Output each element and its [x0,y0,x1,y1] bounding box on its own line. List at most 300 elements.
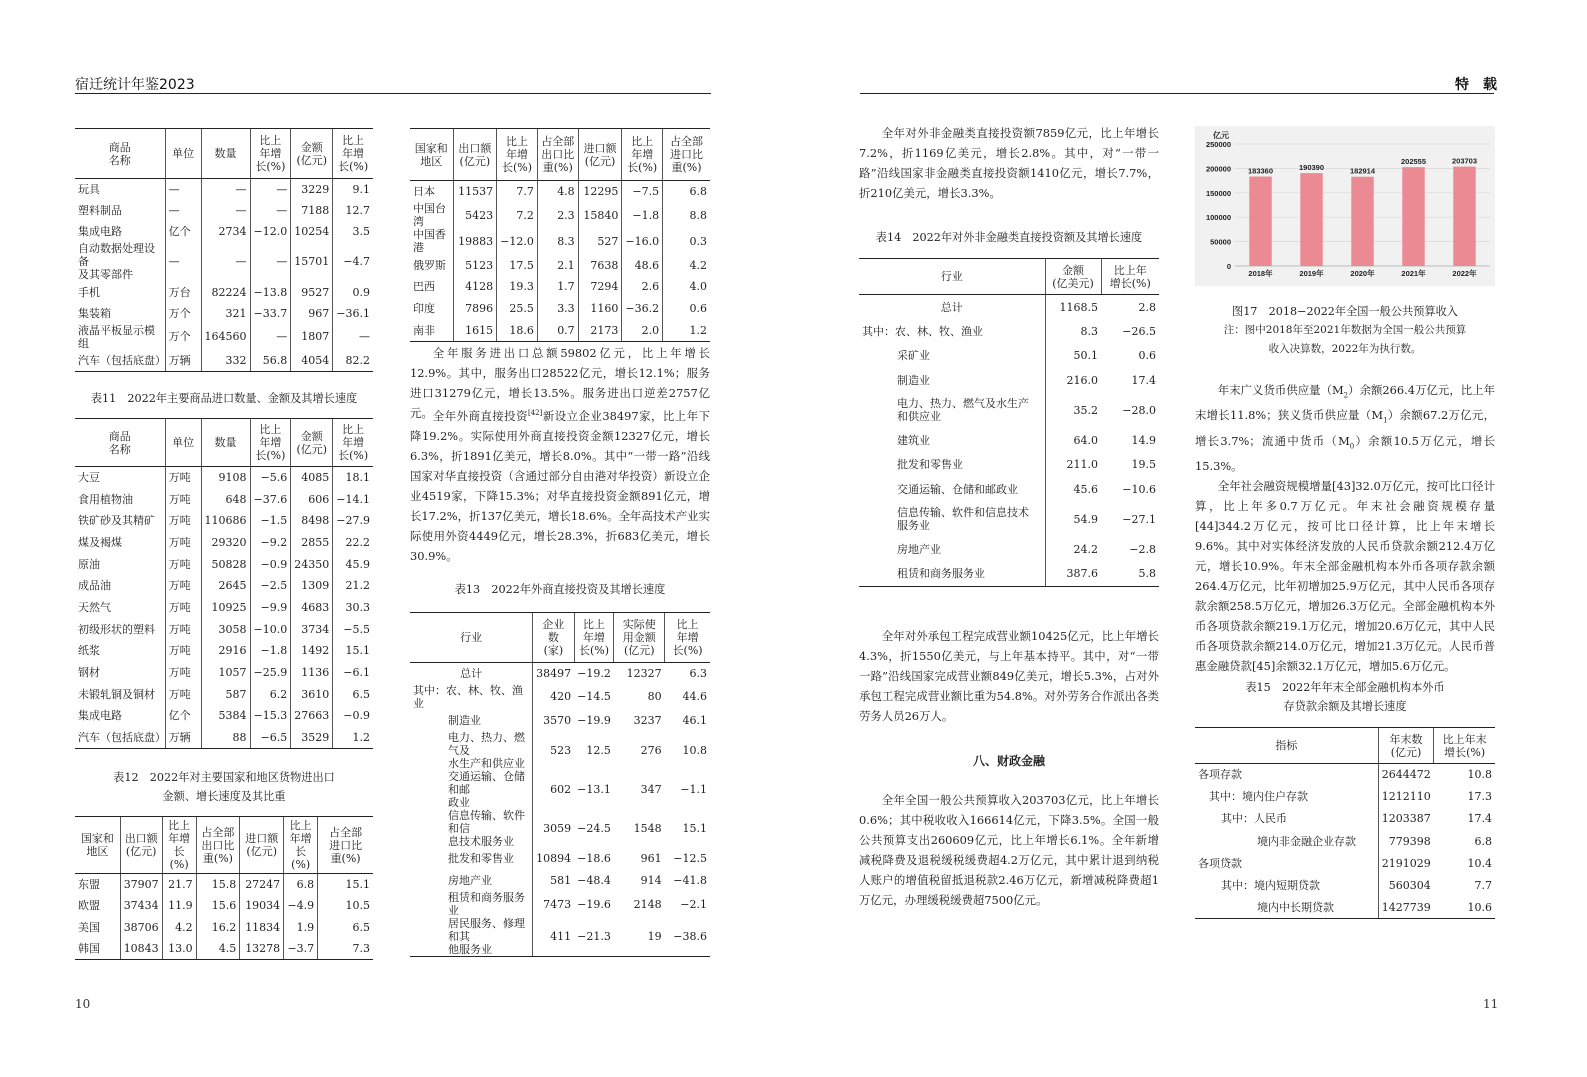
table-cell: 45.9 [333,553,373,575]
table-cell: 24350 [291,553,333,575]
table-cell: 3.3 [537,298,578,320]
table-cell: 万吨 [165,488,201,510]
table-cell: 4.2 [162,917,196,939]
table-cell: 万吨 [165,467,201,489]
table-cell: 1057 [201,662,250,684]
table-header-row [75,419,373,467]
table-cell: 523 [533,731,575,770]
column-header: 占全部 进口比 重(%) [318,817,373,874]
table-cell: −14.5 [577,690,611,704]
row-label: 信息传输、软件和信息技术 服务业 [897,506,1029,533]
table-cell: 16.2 [196,917,240,939]
odi-paragraph [859,123,1159,203]
column-header: 占全部 进口比 重(%) [663,129,710,181]
table-row [410,870,710,891]
table-cell: 0.7 [537,320,578,342]
row-label: 大豆 [78,471,100,485]
row-label: 中国香港 [413,228,446,255]
table-row [1195,852,1495,874]
table-cell: 15.1 [682,822,707,836]
table-cell: 17.3 [1467,790,1492,804]
table-cell: 3058 [201,618,250,640]
fiscal-paragraph [859,790,1159,910]
row-label: 电力、热力、燃气及 水生产和供应业 [448,731,525,771]
y-tick-label: 250000 [1205,140,1231,149]
row-label: 交通运输、仓储和邮政业 [897,482,1018,496]
table11 [75,418,373,749]
table-cell: 万台 [165,281,201,302]
table-cell: 亿个 [165,221,201,242]
table-cell: −2.8 [1129,542,1156,556]
row-label: 手机 [78,285,100,299]
table-cell: 11.9 [162,895,196,917]
left-page-number: 10 [75,997,91,1011]
table-cell: −10.6 [1122,482,1156,496]
chart-caption-block [1195,302,1495,359]
table-cell: — [165,242,201,281]
table-cell: 35.2 [1045,393,1101,429]
fdi-text-a: 全年外商直接投资 [432,408,528,423]
column-header: 比上 年增 长(%) [665,613,710,663]
table-cell: 1309 [291,575,333,597]
table-cell: 亿个 [165,705,201,727]
row-label: 汽车（包括底盘） [75,350,165,371]
table-cell: −33.7 [250,303,291,324]
table-row [75,895,373,917]
fdi-footnote-ref: [42] [527,409,543,417]
table-cell: 25.5 [497,298,538,320]
table-cell: 45.6 [1045,477,1101,502]
table-cell: 2148 [633,897,662,911]
table-cell: 7.2 [497,202,538,228]
column-header: 金额 (亿美元) [1045,259,1101,295]
table-cell: 12.7 [333,200,373,221]
table-row [859,502,1159,538]
column-header: 进口额 (亿元) [240,817,284,874]
row-label: 总计 [940,300,963,314]
column-header: 企业 数 (家) [533,613,575,663]
table-cell: 1807 [291,324,333,350]
table-cell: −7.5 [622,181,663,203]
row-label: 其中：境内短期贷款 [1221,879,1320,893]
table-cell: −2.5 [250,575,291,597]
table-cell: 1548 [633,822,662,836]
table-cell: 15.6 [196,895,240,917]
table-row [75,917,373,939]
table-cell: 9527 [291,281,333,302]
bar-value-label: 182914 [1349,166,1376,176]
table-cell: 7638 [578,254,622,276]
table-row [859,562,1159,587]
table-row [410,276,710,298]
table-cell: 1.2 [663,320,710,342]
table-cell: −6.1 [333,662,373,684]
table-row [1195,786,1495,808]
table-cell: −10.0 [250,618,291,640]
table-cell: 48.6 [622,254,663,276]
table-header-row [410,613,710,663]
row-label: 批发和零售业 [897,458,963,472]
table-header-row [410,129,710,181]
table14 [859,258,1159,587]
table-row [75,597,373,619]
column-header: 占全部 出口比 重(%) [537,129,578,181]
table-cell: 27247 [240,874,284,896]
table-cell: 15.1 [333,640,373,662]
table-cell: −1.1 [680,783,707,797]
row-label: 采矿业 [897,349,930,363]
money-text-1d: ）余额10.5万亿元，增长15.3%。 [1195,433,1495,473]
table-cell: 7896 [453,298,497,320]
table-row [1195,808,1495,830]
table-row [410,710,710,731]
table-cell: 2191029 [1378,852,1434,874]
row-label: 天然气 [78,600,111,614]
table-row [410,181,710,203]
fdi-text-b: 新设立企业38497家，比上年下降19.2%。实际使用外商直接投资金额12327亿元，增长6.3%，折1891亿美元，增长8.0%。其中“一带一路”沿线国家对华直接投资（含通过部分自由港对华投资）新设立企业4519家，下降15.3%；对华直接投资金额891亿元，增长17.2%，折137亿美元，增长18.6%。全年高技术产业实际使用外资4449亿元，增长28.3%，折683亿美元，增长30.9%。 [410,408,710,563]
table-cell: 4.0 [663,276,710,298]
table-header-row [1195,728,1495,764]
table-cell: 0.9 [333,281,373,302]
table-cell: 万吨 [165,510,201,532]
table-cell: 万辆 [165,727,201,749]
table-cell: 12327 [626,666,662,680]
table15-caption [1195,678,1495,716]
row-label: 初级形状的塑料 [78,622,155,636]
contract-text: 全年对外承包工程完成营业额10425亿元，比上年增长4.3%，折1550亿美元，与上年基本持平。其中，对“一带一路”沿线国家完成营业额849亿美元，增长5.3%，占对外承包工程完成营业额比重为54.8%。对外劳务合作派出各类劳务人员26万人。 [859,629,1159,723]
table-cell: 64.0 [1045,428,1101,453]
column-header: 比上 年增 长(%) [162,817,196,874]
row-label: 其中：境内住户存款 [1209,790,1308,804]
table-cell: 5123 [453,254,497,276]
table-cell: — [250,242,291,281]
chart-caption: 图17 2018−2022年全国一般公共预算收入 [1232,305,1458,318]
table-row [75,618,373,640]
table-cell: 967 [291,303,333,324]
table-cell: 3610 [291,683,333,705]
table-header-row [75,129,373,179]
table-cell: 1168.5 [1045,295,1101,320]
row-label: 居民服务、修理和其 他服务业 [410,917,533,957]
table-row [410,684,710,710]
table-cell: 18.1 [333,467,373,489]
table-cell: 3059 [533,809,575,848]
table-cell: 606 [291,488,333,510]
money-paragraph [1195,380,1495,676]
column-header: 商品 名称 [75,129,165,179]
x-tick-label: 2019年 [1299,269,1324,278]
row-label: 其中：农、林、牧、渔业 [413,683,523,710]
table-cell: 1.9 [284,917,318,939]
table-cell: 5384 [201,705,250,727]
row-label: 南非 [410,320,453,342]
table-cell: 44.6 [682,690,707,704]
row-label: 总计 [460,666,483,680]
column-header: 国家和 地区 [410,129,453,181]
column-header: 比上 年增 长(%) [284,817,318,874]
column-header: 实际使 用金额 (亿元) [614,613,665,663]
table-cell: 37907 [120,874,162,896]
table-cell: 1160 [578,298,622,320]
table-cell: 万吨 [165,618,201,640]
table-row [410,848,710,869]
table-row [410,731,710,770]
money-text-1c: ）余额67.2万亿元，增长3.7%；流通中货币（M [1195,408,1495,448]
table-cell: −12.0 [497,228,538,254]
table-cell: −1.8 [250,640,291,662]
table-cell: 10.8 [1467,768,1492,782]
table-cell: −19.9 [577,714,611,728]
table-cell: 万吨 [165,597,201,619]
table-row [410,891,710,917]
column-header: 比上年 增长(%) [1101,259,1159,295]
money-text-1a: 年末广义货币供应量（M [1217,383,1344,397]
column-header: 年末数 (亿元) [1378,728,1434,764]
table-cell: −1.5 [250,510,291,532]
row-label: 各项存款 [1198,768,1242,782]
row-label: 原油 [78,557,100,571]
table-cell: −0.9 [333,705,373,727]
table-row [75,281,373,302]
table-cell: — [250,179,291,200]
table-row [75,488,373,510]
table-cell: 2.8 [1138,300,1156,314]
table-row [75,683,373,705]
table-cell: 11834 [240,917,284,939]
money-text-1 [1195,380,1495,476]
table-row [859,393,1159,429]
table-cell: −19.6 [577,897,611,911]
x-tick-label: 2018年 [1248,269,1273,278]
table-cell: −18.6 [577,852,611,866]
table-cell: 50828 [201,553,250,575]
table-cell: 29320 [201,532,250,554]
table-cell: 4.5 [196,938,240,960]
table-row [75,727,373,749]
table-cell: 82224 [201,281,250,302]
table-cell: 10894 [533,848,575,869]
table-cell: −0.9 [250,553,291,575]
column-header: 比上 年增 长(%) [574,613,614,663]
column-header: 出口额 (亿元) [120,817,162,874]
row-label: 塑料制品 [78,203,122,217]
column-header: 进口额 (亿元) [578,129,622,181]
table-cell: 110686 [201,510,250,532]
right-header-rule [860,93,1494,94]
table-row [410,663,710,684]
table-cell: 10925 [201,597,250,619]
table-cell: 5423 [453,202,497,228]
table-cell: 321 [201,303,250,324]
row-label: 电力、热力、燃气及水生产 和供应业 [897,397,1029,424]
table-row [75,350,373,371]
left-header: 宿迁统计年鉴2023 [75,77,195,93]
table-cell: — [165,179,201,200]
column-header: 比上 年增 长(%) [497,129,538,181]
bar-value-label: 183360 [1247,166,1274,176]
row-label: 美国 [78,920,100,934]
table-cell: 4.2 [663,254,710,276]
row-label: 信息传输、软件和信 息技术服务业 [448,809,525,849]
row-label: 东盟 [78,878,100,891]
table-row [75,221,373,242]
table-cell: 7188 [291,200,333,221]
table14-caption: 表14 2022年对外非金融类直接投资额及其增长速度 [875,231,1143,244]
table-cell: 18.6 [497,320,538,342]
table-cell: 1203387 [1378,808,1434,830]
table-row [410,254,710,276]
table-row [75,874,373,896]
table-cell: 19 [614,917,665,957]
y-tick-label: 50000 [1210,237,1231,247]
table-cell: 1136 [291,662,333,684]
table-cell: −2.1 [680,897,707,911]
table-cell: 2.3 [537,202,578,228]
y-tick-label: 200000 [1205,164,1231,174]
table-cell: −16.0 [622,228,663,254]
table-cell: 12.5 [586,744,611,758]
table-row [410,298,710,320]
table-cell: 19.5 [1131,458,1156,472]
table15 [1195,727,1495,919]
table-row [859,295,1159,320]
table-cell: 2734 [201,221,250,242]
row-label: 日本 [413,185,435,199]
table12 [75,816,373,960]
x-tick-label: 2022年 [1452,269,1477,278]
table-cell: 6.5 [318,917,373,939]
row-label: 汽车（包括底盘） [75,727,165,749]
table-cell: 38497 [533,663,575,684]
table-cell: 21.2 [333,575,373,597]
column-header: 商品 名称 [75,419,165,467]
table-cell: 6.8 [1474,834,1492,848]
y-tick-label: 150000 [1205,188,1231,198]
table-cell: −13.8 [250,281,291,302]
table-cell: 7.3 [318,938,373,960]
table-cell: −28.0 [1122,403,1156,417]
table-cell: −9.9 [250,597,291,619]
table-cell: 14.9 [1131,433,1156,447]
table-cell: 332 [201,350,250,371]
bar [1402,167,1424,266]
row-label: 房地产业 [897,542,941,556]
table-cell: 10.5 [318,895,373,917]
table-cell: 4054 [291,350,333,371]
table-row [75,575,373,597]
table-cell: 4.8 [537,181,578,203]
table-row [75,553,373,575]
table15-caption-line1: 表15 2022年年末全部金融机构本外币 [1245,681,1445,694]
contract-paragraph [859,626,1159,726]
table-cell: 164560 [201,324,250,350]
column-header: 比上 年增 长(%) [622,129,663,181]
table-cell: 3529 [291,727,333,749]
table-row [410,202,710,228]
table-cell: 387.6 [1045,562,1101,587]
table-row [859,537,1159,562]
bar [1351,177,1373,266]
table-cell: 6.2 [250,683,291,705]
budget-revenue-chart [1195,126,1495,286]
table-row [75,532,373,554]
table-cell: 648 [201,488,250,510]
table-cell: −12.0 [250,221,291,242]
table-cell: 8.3 [537,228,578,254]
row-label: 纸浆 [78,644,100,658]
table-cell: −4.9 [284,895,318,917]
table11-caption: 表11 2022年主要商品进口数量、金额及其增长速度 [90,392,358,405]
table-cell: 56.8 [250,350,291,371]
table-cell: 17.4 [1131,373,1156,387]
table-row [75,324,373,350]
column-header: 行业 [410,613,533,663]
column-header: 出口额 (亿元) [453,129,497,181]
bar [1453,167,1475,266]
chart-svg [1195,126,1495,286]
table-row [859,319,1159,344]
row-label: 印度 [413,302,435,316]
table-cell: −27.9 [333,510,373,532]
table-row [859,344,1159,369]
table-cell: 24.2 [1045,537,1101,562]
row-label: 自动数据处理设备 及其零部件 [78,242,155,282]
export-goods-table [75,128,373,372]
table-cell: 15701 [291,242,333,281]
table-cell: −12.5 [673,852,707,866]
table-cell: 37434 [120,895,162,917]
table-cell: 万吨 [165,683,201,705]
column-header: 金额 (亿元) [291,129,333,179]
bar-value-label: 190390 [1298,163,1325,173]
table-row [410,228,710,254]
table-row [75,179,373,200]
table-cell: −37.6 [250,488,291,510]
table-cell: 1212110 [1378,786,1434,808]
table-cell: 587 [201,683,250,705]
table-cell: 581 [533,870,575,891]
row-label: 制造业 [448,714,481,728]
table-cell: 7473 [533,891,575,917]
table-cell: 420 [533,684,575,710]
row-label: 铁矿砂及其精矿 [78,514,155,528]
table-cell: −9.2 [250,532,291,554]
table-cell: 15.1 [318,874,373,896]
table-cell: 2645 [201,575,250,597]
table-cell: — [250,324,291,350]
table13-caption: 表13 2022年外商直接投资及其增长速度 [454,583,666,596]
table-cell: — [250,200,291,221]
table-row [1195,764,1495,786]
table-cell: 3237 [633,714,662,728]
table-cell: 9108 [201,467,250,489]
row-label: 玩具 [78,182,100,196]
left-header-rule [75,93,711,94]
table-cell: 88 [201,727,250,749]
table15-caption-line2: 存贷款余额及其增长速度 [1283,700,1407,713]
table-cell: 4085 [291,467,333,489]
right-header: 特 载 [1455,77,1497,93]
row-label: 集装箱 [78,306,111,320]
table-row [75,705,373,727]
chart-note-line1: 注：图中2018年至2021年数据为全国一般公共预算 [1223,324,1467,336]
column-header: 比上 年增 长(%) [333,419,373,467]
right-page [790,0,1587,1077]
table-cell: 27663 [291,705,333,727]
table-cell: 15.8 [196,874,240,896]
table-cell: — [201,242,250,281]
row-label: 其中：农、林、牧、渔业 [862,324,983,338]
